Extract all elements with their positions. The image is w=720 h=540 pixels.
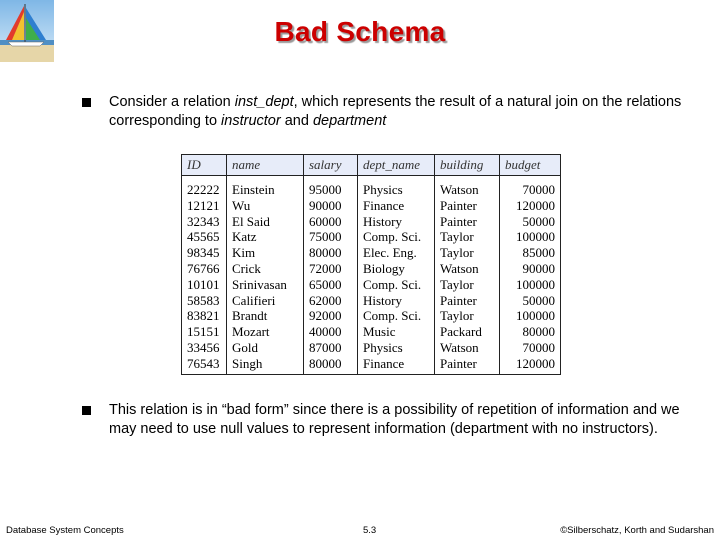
bullet-text xyxy=(109,93,682,131)
cell-building: Painter xyxy=(435,293,500,309)
cell-dept-name: Music xyxy=(358,324,435,340)
cell-id: 83821 xyxy=(182,308,227,324)
cell-dept-name: Physics xyxy=(358,340,435,356)
table-row xyxy=(182,324,561,340)
bullet-text-part: Consider a relation xyxy=(109,94,235,110)
cell-building: Watson xyxy=(435,176,500,198)
cell-dept-name: Physics xyxy=(358,176,435,198)
cell-building: Packard xyxy=(435,324,500,340)
column-header-salary: salary xyxy=(304,155,358,176)
cell-dept-name: History xyxy=(358,293,435,309)
cell-building: Taylor xyxy=(435,245,500,261)
column-header-id: ID xyxy=(182,155,227,176)
cell-name: Gold xyxy=(227,340,304,356)
cell-budget: 90000 xyxy=(500,261,561,277)
cell-building: Watson xyxy=(435,261,500,277)
table-row xyxy=(182,277,561,293)
column-header-name: name xyxy=(227,155,304,176)
table-row xyxy=(182,229,561,245)
cell-dept-name: Biology xyxy=(358,261,435,277)
cell-budget: 50000 xyxy=(500,214,561,230)
bullet-relation-description xyxy=(82,93,682,131)
cell-salary: 80000 xyxy=(304,356,358,374)
square-bullet-icon xyxy=(82,406,91,415)
table-row xyxy=(182,245,561,261)
cell-salary: 92000 xyxy=(304,308,358,324)
cell-budget: 70000 xyxy=(500,340,561,356)
table-row xyxy=(182,214,561,230)
cell-building: Painter xyxy=(435,198,500,214)
cell-name: Kim xyxy=(227,245,304,261)
cell-salary: 75000 xyxy=(304,229,358,245)
cell-salary: 40000 xyxy=(304,324,358,340)
column-header-dept-name: dept_name xyxy=(358,155,435,176)
relation-name-instructor: instructor xyxy=(221,113,281,129)
cell-dept-name: Elec. Eng. xyxy=(358,245,435,261)
table-row xyxy=(182,293,561,309)
bullet-text-part: , which represents the result of a natural join on the relations corresponding to xyxy=(109,94,682,129)
cell-salary: 90000 xyxy=(304,198,358,214)
cell-name: Crick xyxy=(227,261,304,277)
relation-name-department: department xyxy=(312,113,387,129)
cell-building: Painter xyxy=(435,214,500,230)
footer-copyright: ©Silberschatz, Korth and Sudarshan xyxy=(560,525,714,536)
cell-id: 98345 xyxy=(182,245,227,261)
column-header-building: building xyxy=(435,155,500,176)
table-row xyxy=(182,340,561,356)
cell-name: Srinivasan xyxy=(227,277,304,293)
cell-budget: 70000 xyxy=(500,176,561,198)
cell-building: Taylor xyxy=(435,277,500,293)
cell-building: Painter xyxy=(435,356,500,374)
slide-title: Bad Schema xyxy=(274,16,446,47)
bullet-bad-form xyxy=(82,401,682,439)
cell-salary: 80000 xyxy=(304,245,358,261)
cell-id: 33456 xyxy=(182,340,227,356)
footer-page-number: 5.3 xyxy=(363,525,377,536)
cell-name: Singh xyxy=(227,356,304,374)
cell-id: 15151 xyxy=(182,324,227,340)
cell-budget: 85000 xyxy=(500,245,561,261)
inst-dept-table xyxy=(181,154,561,375)
cell-id: 45565 xyxy=(182,229,227,245)
cell-budget: 120000 xyxy=(500,198,561,214)
cell-name: Brandt xyxy=(227,308,304,324)
cell-building: Taylor xyxy=(435,229,500,245)
cell-name: Mozart xyxy=(227,324,304,340)
cell-id: 22222 xyxy=(182,176,227,198)
cell-id: 76543 xyxy=(182,356,227,374)
cell-salary: 72000 xyxy=(304,261,358,277)
cell-budget: 100000 xyxy=(500,229,561,245)
table-row xyxy=(182,198,561,214)
cell-budget: 100000 xyxy=(500,277,561,293)
cell-id: 12121 xyxy=(182,198,227,214)
table-row xyxy=(182,176,561,198)
footer-book-title: Database System Concepts xyxy=(6,525,124,536)
cell-dept-name: Comp. Sci. xyxy=(358,229,435,245)
cell-salary: 95000 xyxy=(304,176,358,198)
column-header-budget: budget xyxy=(500,155,561,176)
table-row xyxy=(182,261,561,277)
cell-dept-name: Comp. Sci. xyxy=(358,308,435,324)
cell-dept-name: History xyxy=(358,214,435,230)
cell-dept-name: Comp. Sci. xyxy=(358,277,435,293)
table-row xyxy=(182,356,561,374)
cell-building: Watson xyxy=(435,340,500,356)
cell-id: 76766 xyxy=(182,261,227,277)
cell-name: Califieri xyxy=(227,293,304,309)
table-header-row xyxy=(182,155,561,176)
cell-budget: 80000 xyxy=(500,324,561,340)
cell-dept-name: Finance xyxy=(358,356,435,374)
cell-name: Wu xyxy=(227,198,304,214)
bullet-text: This relation is in “bad form” since there is a possibility of repetition of information and we may need to use null values to represent information (department with no instructors). xyxy=(109,402,680,437)
bullet-text-part: and xyxy=(280,113,313,129)
square-bullet-icon xyxy=(82,98,91,107)
cell-budget: 100000 xyxy=(500,308,561,324)
cell-building: Taylor xyxy=(435,308,500,324)
table-row xyxy=(182,308,561,324)
cell-id: 10101 xyxy=(182,277,227,293)
cell-salary: 62000 xyxy=(304,293,358,309)
cell-name: Einstein xyxy=(227,176,304,198)
cell-salary: 87000 xyxy=(304,340,358,356)
cell-name: El Said xyxy=(227,214,304,230)
cell-budget: 120000 xyxy=(500,356,561,374)
cell-budget: 50000 xyxy=(500,293,561,309)
cell-salary: 65000 xyxy=(304,277,358,293)
cell-salary: 60000 xyxy=(304,214,358,230)
cell-dept-name: Finance xyxy=(358,198,435,214)
cell-id: 58583 xyxy=(182,293,227,309)
relation-name-inst-dept: inst_dept xyxy=(234,94,294,110)
cell-name: Katz xyxy=(227,229,304,245)
cell-id: 32343 xyxy=(182,214,227,230)
